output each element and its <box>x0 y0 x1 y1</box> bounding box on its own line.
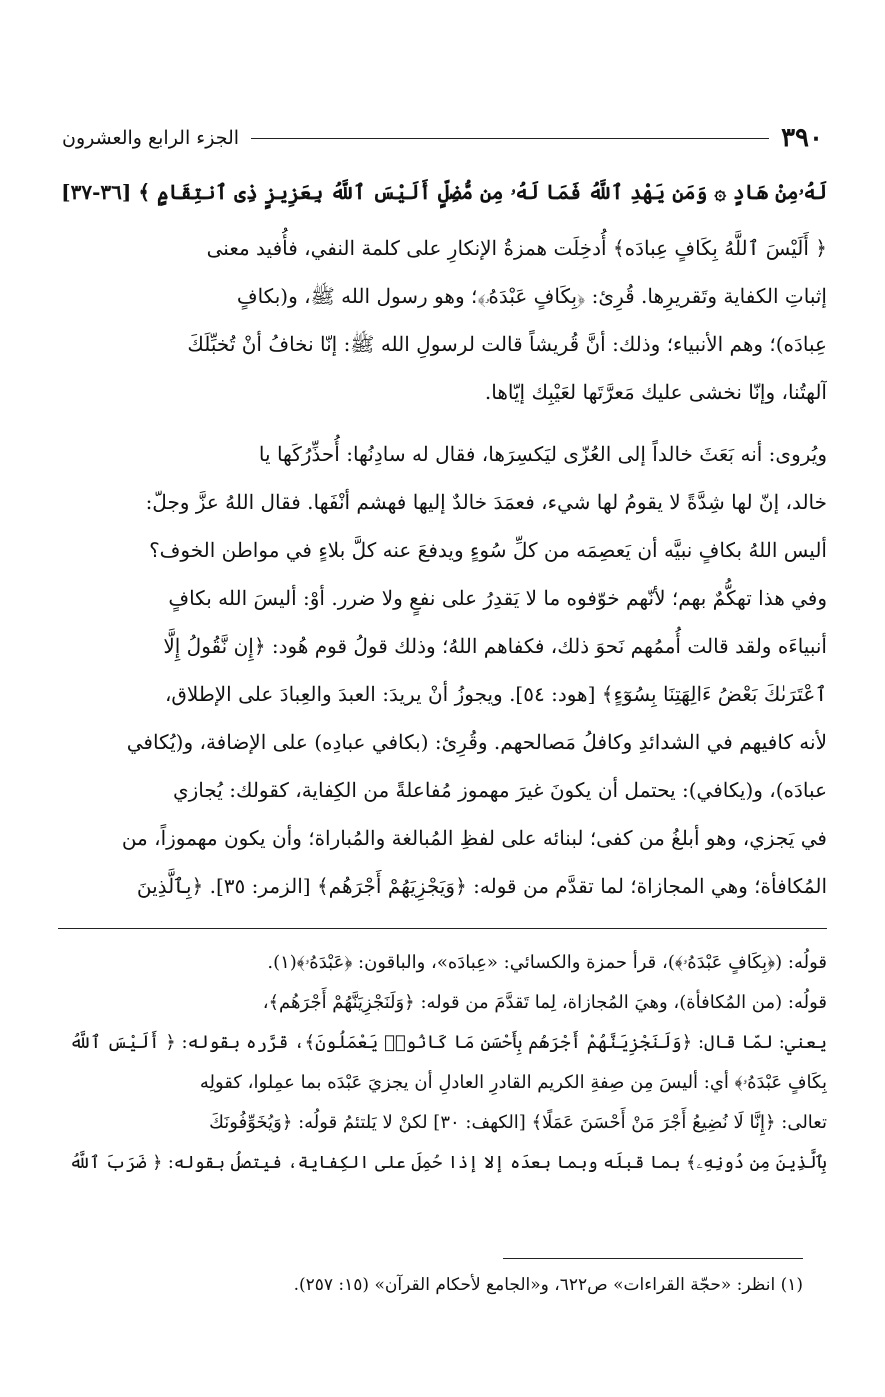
note-line: بِٱلَّذِينَ مِن دُونِهِۦ﴾ بما قبلَه وبما بعدَه إلا إذا حُمِلَ على الكِفاية، فيتصلُ بقوله: ﴿ ضَرَبَ ٱللَّهُ <box>69 1153 827 1173</box>
text-line: أنبياءَه ولقد قالت أُممُهم نَحوَ ذلك، فكفاهم اللهُ؛ وذلك قولُ قوم هُود: ﴿إِن نَّقُولُ إِلَّا <box>163 634 827 658</box>
text-line: ٱعْتَرَىٰكَ بَعْضُ ءَالِهَتِنَا بِسُوٓءٍ﴾ [هود: ٥٤]. ويجوزُ أنْ يريدَ: العبدَ والعِبادَ على الإطلاق، <box>164 682 827 706</box>
paragraph-1 <box>58 224 827 416</box>
note-line: قولُه: (﴿بِكَافٍ عَبْدَهُۥ﴾)، قرأ حمزة والكسائي: «عِبادَه»، والباقون: ﴿عَبْدَهُۥ﴾(١). <box>267 952 827 973</box>
note-line: تعالى: ﴿إِنَّا لَا نُضِيعُ أَجْرَ مَنْ أَحْسَنَ عَمَلًا﴾ [الكهف: ٣٠] لكنْ لا يَلتئمُ قولُه: ﴿وَيُخَوِّفُونَكَ <box>209 1112 827 1133</box>
text-line: عِبادَه)؛ وهم الأنبياء؛ وذلك: أنَّ قُريشاً قالت لرسولِ الله ﷺ: إنّا نخافُ أنْ تُخبِّلَكَ <box>187 332 827 356</box>
text-line: لأنه كافيهم في الشدائدِ وكافلُ مَصالحهم. وقُرِئ: (بكافي عبادِه) على الإضافة، و(يُكافي <box>126 730 827 754</box>
text-line: خالد، إنّ لها شِدَّةً لا يقومُ لها شيء، فعمَدَ خالدٌ إليها فهشم أنْفَها. فقال اللهُ عزَّ وجلّ: <box>145 490 827 514</box>
commentary-notes <box>58 943 827 1183</box>
text-line: ﴿ أَلَيْسَ ٱللَّهُ بِكَافٍ عِبادَه﴾ أُدخِلَت همزةُ الإنكارِ على كلمة النفي، فأُفيد معنى <box>206 236 827 260</box>
text-line: عبادَه)، و(يكافي): يحتمل أن يكونَ غيرَ مهموز مُفاعلةً من الكِفاية، كقولك: يُجازي <box>172 778 827 802</box>
text-line: المُكافأة؛ وهي المجازاة؛ لما تقدَّم من قوله: ﴿وَيَجْزِيَهُمْ أَجْرَهُم﴾ [الزمر: ٣٥]. ﴿بِٱلَّذِينَ <box>136 874 827 898</box>
text-line: أليس اللهُ بكافٍ نبيَّه أن يَعصِمَه من كلِّ سُوءٍ ويدفعَ عنه كلَّ بلاءٍ في مواطن الخوف؟ <box>149 538 827 562</box>
note-line: يعني: لمّا قال: ﴿وَلَنَجْزِيَنَّهُمْ أَجْرَهُم بِأَحْسَنِ مَا كَانُوا۟ يَعْمَلُونَ﴾، قرَّره بقوله: ﴿ أَلَيْسَ ٱللَّهُ <box>69 1032 827 1053</box>
running-title: الجزء الرابع والعشرون <box>62 127 240 149</box>
footnote: (١) انظر: «حجّة القراءات» ص٦٢٢، و«الجامع لأحكام القرآن» (١٥: ٢٥٧). <box>293 1275 803 1295</box>
paragraph-2 <box>58 430 827 910</box>
page-header <box>62 120 823 156</box>
header-rule <box>251 138 769 139</box>
footnote-rule <box>503 1258 803 1259</box>
text-line: وفي هذا تهكُّمٌ بهم؛ لأنّهم خوّفوه ما لا يَقدِرُ على نفعٍ ولا ضرر. أوْ: أليسَ الله بكافٍ <box>168 586 827 610</box>
page-body <box>58 166 827 1183</box>
text-line: إثباتِ الكفاية وتَقريرِها. قُرِئ: ﴿بِكَافٍ عَبْدَهُۥ﴾؛ وهو رسول الله ﷺ، و(بكافٍ <box>236 284 827 308</box>
verse-line: لَهُۥمِنْ هَادٍ ۞ وَمَن يَهْدِ ٱللَّهُ فَمَا لَهُۥ مِن مُّضِلٍّ أَلَيْسَ ٱللَّهُ بِعَزِيزٍ ذِى ٱنتِقَامٍ ﴾ [٣٦-٣٧] <box>61 180 827 204</box>
text-line: ويُروى: أنه بَعَثَ خالداً إلى العُزّى ليَكسِرَها، فقال له سادِنُها: أُحذِّرُكَها يا <box>258 442 827 466</box>
notes-separator <box>58 928 827 929</box>
text-line: في يَجزي، وهو أبلغُ من كفى؛ لبنائه على لفظِ المُبالغة والمُباراة؛ وأن يكون مهموزاً، من <box>121 826 827 850</box>
page-number: ٣٩٠ <box>781 123 823 153</box>
note-line: قولُه: (من المُكافأة)، وهيَ المُجازاة، لِما تَقدَّمَ من قوله: ﴿وَلَنَجْزِيَنَّهُمْ أَجْرَهُم﴾، <box>262 992 827 1013</box>
text-line: آلهتُنا، وإنّا نخشى عليك مَعرَّتَها لعَيْبِك إيّاها. <box>484 380 827 404</box>
note-line: بِكَافٍ عَبْدَهُۥ﴾ أي: أليسَ مِن صِفةِ الكريم القادرِ العادلِ أن يجزيَ عَبْدَه بما عمِلوا، كقولِه <box>199 1072 827 1093</box>
